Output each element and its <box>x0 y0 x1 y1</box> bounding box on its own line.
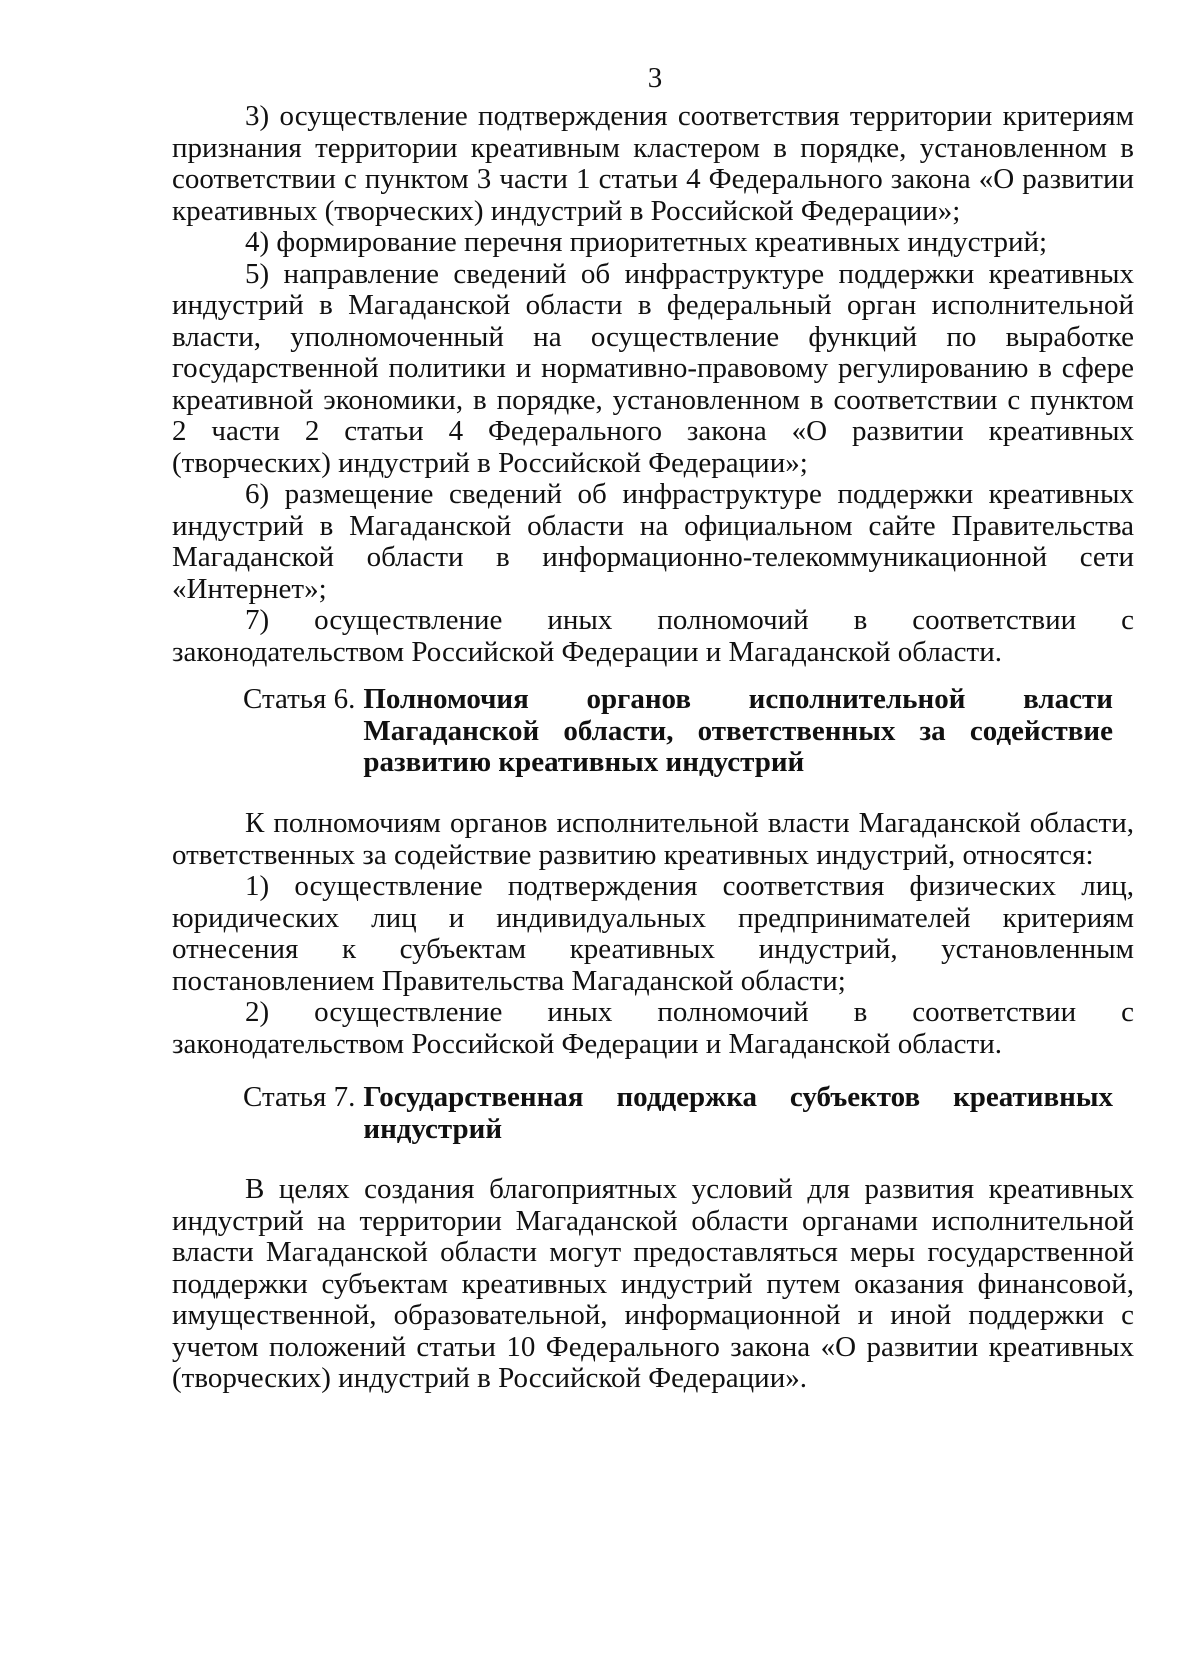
powers-list-continued <box>172 101 1134 668</box>
article-label: Статья 6. <box>243 683 356 715</box>
article-6-heading <box>243 684 1113 779</box>
article-7-heading <box>243 1082 1113 1145</box>
list-item: 5) направление сведений об инфраструктуре поддержки креативных индустрий в Магаданской области в федеральный орган исполнительной власти, уполномоченный на осуществление функций по выработке государственной политики и нормативно-правовому регулированию в сфере креативной экономики, в порядке, установленном в соответствии с пунктом 2 части 2 статьи 4 Федерального закона «О развитии креативных (творческих) индустрий в Российской Федерации»; <box>172 257 1134 479</box>
article-6-body <box>172 808 1134 1060</box>
article-intro: К полномочиям органов исполнительной власти Магаданской области, ответственных за содействие развитию креативных индустрий, относятся: <box>172 807 1134 871</box>
list-item: 1) осуществление подтверждения соответствия физических лиц, юридических лиц и индивидуальных предпринимателей критериям отнесения к субъектам креативных индустрий, установленным постановлением Правительства Магаданской области; <box>172 870 1134 997</box>
article-title: Государственная поддержка субъектов креативных индустрий <box>363 1081 1113 1145</box>
list-item: 6) размещение сведений об инфраструктуре поддержки креативных индустрий в Магаданской области на официальном сайте Правительства Магаданской области в информационно-телекоммуникационной сети «Интернет»; <box>172 478 1134 605</box>
list-item: 3) осуществление подтверждения соответствия территории критериям признания территории креативным кластером в порядке, установленном в соответствии с пунктом 3 части 1 статьи 4 Федерального закона «О развитии креативных (творческих) индустрий в Российской Федерации»; <box>172 100 1134 227</box>
list-item: 2) осуществление иных полномочий в соответствии с законодательством Российской Федерации и Магаданской области. <box>172 996 1134 1060</box>
article-7-body <box>172 1174 1134 1395</box>
list-item: 7) осуществление иных полномочий в соответствии с законодательством Российской Федерации и Магаданской области. <box>172 604 1134 668</box>
page-number: 3 <box>647 62 663 94</box>
article-label: Статья 7. <box>243 1081 356 1113</box>
article-title: Полномочия органов исполнительной власти Магаданской области, ответственных за содействие развитию креативных индустрий <box>363 683 1113 778</box>
list-item: 4) формирование перечня приоритетных креативных индустрий; <box>245 226 1048 258</box>
article-paragraph: В целях создания благоприятных условий для развития креативных индустрий на территории Магаданской области органами исполнительной власти Магаданской области могут предоставляться меры государственной поддержки субъектам креативных индустрий путем оказания финансовой, имущественной, образовательной, информационной и иной поддержки с учетом положений статьи 10 Федерального закона «О развитии креативных (творческих) индустрий в Российской Федерации». <box>172 1173 1134 1394</box>
